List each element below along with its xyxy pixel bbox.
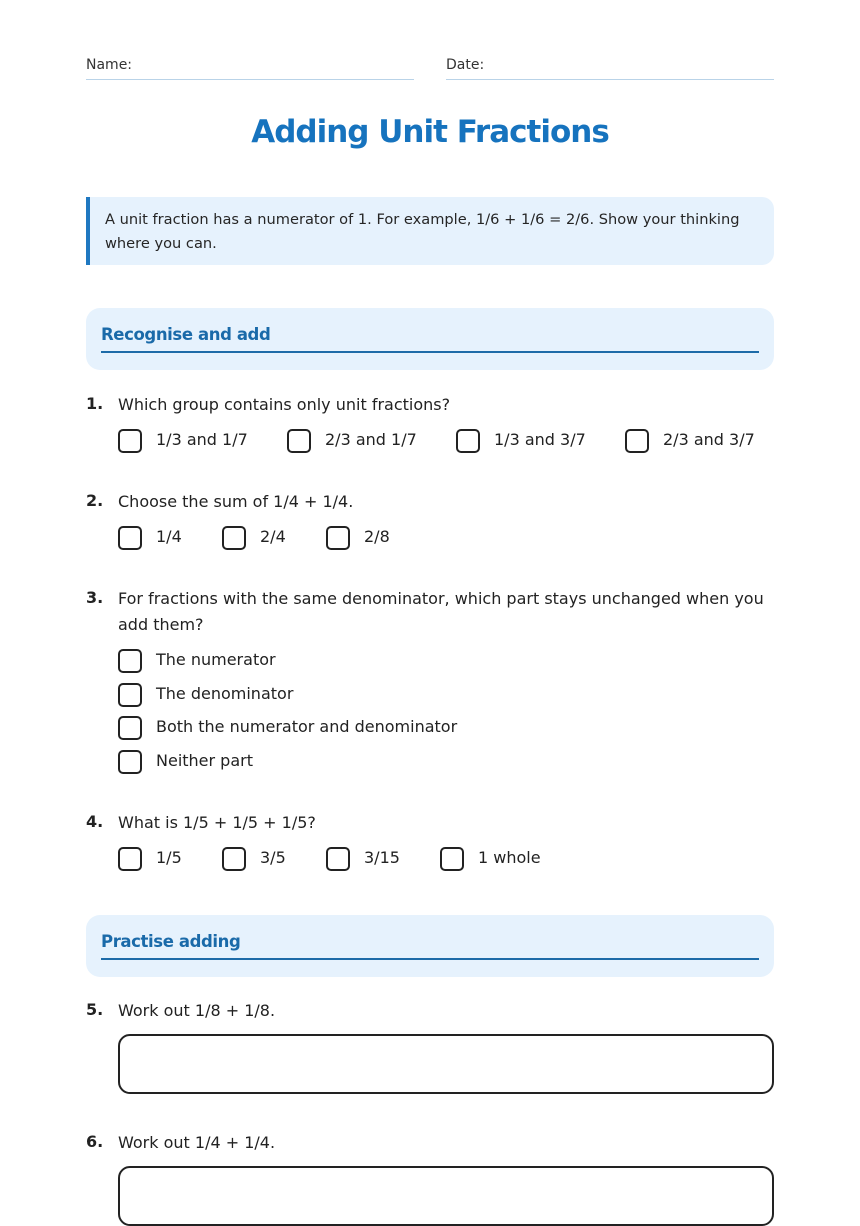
- question-number: 6.: [86, 1132, 104, 1151]
- question-number: 4.: [86, 812, 104, 831]
- checkbox[interactable]: [326, 847, 350, 871]
- option-label: 1/3 and 3/7: [494, 430, 586, 449]
- answer-box[interactable]: [118, 1166, 774, 1226]
- question-text: What is 1/5 + 1/5 + 1/5?: [118, 813, 316, 832]
- question-number: 5.: [86, 1000, 104, 1019]
- answer-box[interactable]: [118, 1034, 774, 1094]
- checkbox[interactable]: [287, 429, 311, 453]
- question-number: 1.: [86, 394, 104, 413]
- option-label: 1/3 and 1/7: [156, 430, 248, 449]
- checkbox[interactable]: [222, 847, 246, 871]
- name-label: Name:: [86, 57, 133, 73]
- option-label: 2/3 and 3/7: [663, 430, 755, 449]
- checkbox[interactable]: [118, 429, 142, 453]
- section-title: Recognise and add: [101, 323, 759, 353]
- option-label: The denominator: [156, 684, 294, 703]
- option-label: The numerator: [156, 650, 276, 669]
- name-field[interactable]: [86, 54, 414, 80]
- checkbox[interactable]: [118, 716, 142, 740]
- checkbox[interactable]: [118, 847, 142, 871]
- page-title: Adding Unit Fractions: [251, 114, 609, 150]
- question-number: 3.: [86, 588, 104, 607]
- question-text: Work out 1/4 + 1/4.: [118, 1133, 276, 1152]
- checkbox[interactable]: [118, 683, 142, 707]
- option-label: 1 whole: [478, 848, 541, 867]
- question-text: Choose the sum of 1/4 + 1/4.: [118, 492, 354, 511]
- intro-callout: A unit fraction has a numerator of 1. For example, 1/6 + 1/6 = 2/6. Show your thinking where you can.: [86, 197, 774, 265]
- option-label: Neither part: [156, 751, 253, 770]
- checkbox[interactable]: [118, 649, 142, 673]
- checkbox[interactable]: [456, 429, 480, 453]
- option-label: 2/8: [364, 527, 390, 546]
- option-label: 3/5: [260, 848, 286, 867]
- date-label: Date:: [446, 57, 485, 73]
- checkbox[interactable]: [118, 526, 142, 550]
- option-label: 2/4: [260, 527, 286, 546]
- question-number: 2.: [86, 491, 104, 510]
- checkbox[interactable]: [222, 526, 246, 550]
- section-header-recognise: [86, 308, 774, 370]
- option-label: 1/5: [156, 848, 182, 867]
- question-text: Which group contains only unit fractions?: [118, 395, 451, 414]
- option-label: Both the numerator and denominator: [156, 717, 458, 736]
- section-title: Practise adding: [101, 930, 759, 960]
- question-text: Work out 1/8 + 1/8.: [118, 1001, 276, 1020]
- header-fields: [86, 54, 774, 80]
- date-field[interactable]: [446, 54, 774, 80]
- checkbox[interactable]: [625, 429, 649, 453]
- option-label: 2/3 and 1/7: [325, 430, 417, 449]
- option-label: 3/15: [364, 848, 400, 867]
- section-header-practise: [86, 915, 774, 977]
- checkbox[interactable]: [326, 526, 350, 550]
- checkbox[interactable]: [118, 750, 142, 774]
- checkbox[interactable]: [440, 847, 464, 871]
- question-text: For fractions with the same denominator, which part stays unchanged when you add them?: [118, 589, 764, 634]
- option-label: 1/4: [156, 527, 182, 546]
